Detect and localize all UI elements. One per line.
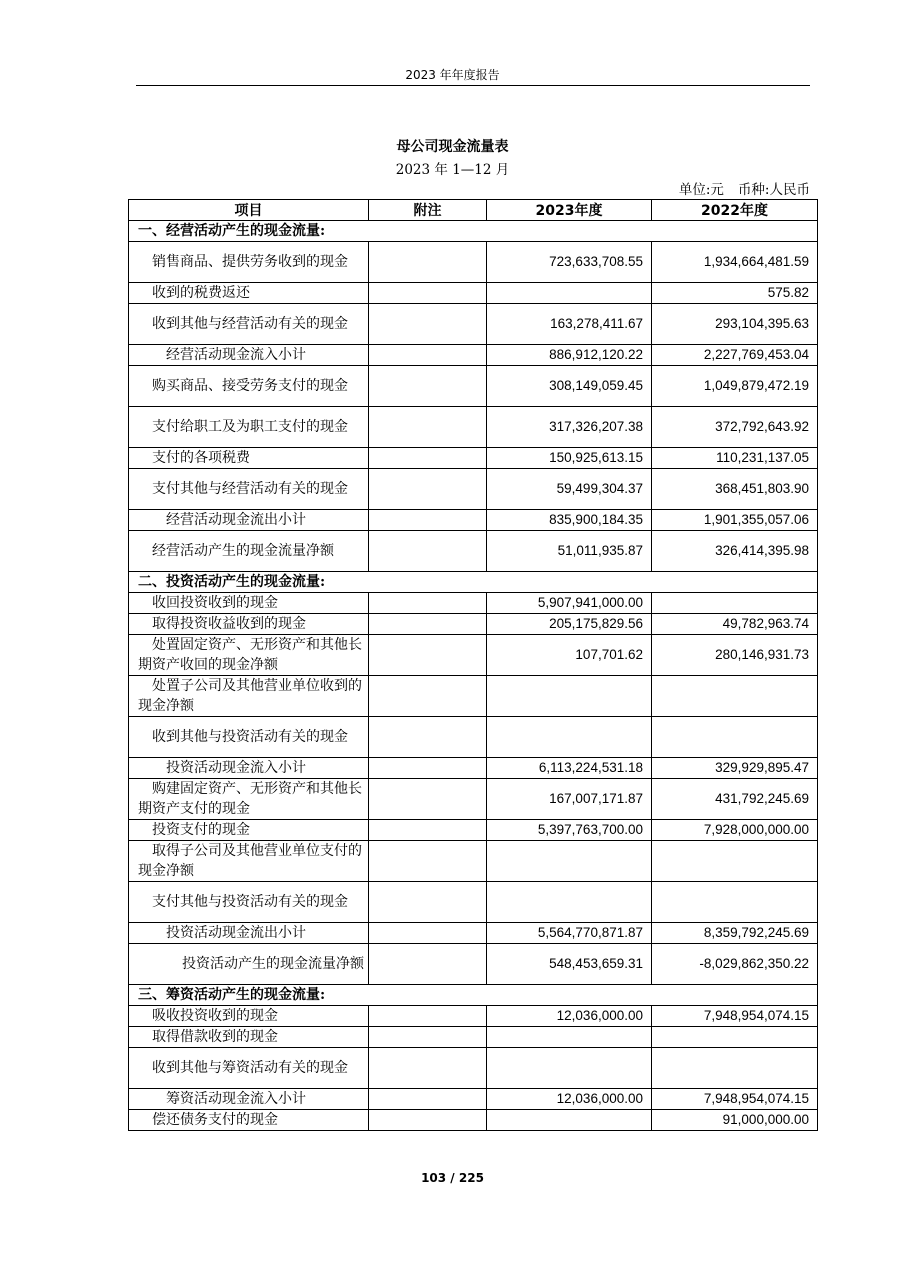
- section-row: [129, 572, 818, 593]
- statement-title: 母公司现金流量表: [396, 139, 509, 155]
- statement-period: 2023 年 1—12 月: [395, 162, 510, 178]
- table-row: [129, 635, 818, 676]
- row-note: [369, 1006, 487, 1027]
- unit-label: 单位:元: [678, 182, 724, 198]
- row-value-2022: 91,000,000.00: [652, 1110, 818, 1131]
- row-note: [369, 923, 487, 944]
- table-row: [129, 923, 818, 944]
- row-note: [369, 614, 487, 635]
- row-value-2022: 329,929,895.47: [652, 758, 818, 779]
- row-note: [369, 820, 487, 841]
- row-value-2022: 7,948,954,074.15: [652, 1089, 818, 1110]
- row-value-2022: 280,146,931.73: [652, 635, 818, 676]
- row-item-label: 投资支付的现金: [129, 820, 369, 841]
- row-item-label: 投资活动现金流出小计: [129, 923, 369, 944]
- row-item-label: 取得借款收到的现金: [129, 1027, 369, 1048]
- row-value-2023: [487, 676, 652, 717]
- row-value-2022: 368,451,803.90: [652, 469, 818, 510]
- table-row: [129, 242, 818, 283]
- row-note: [369, 841, 487, 882]
- table-row: [129, 882, 818, 923]
- row-value-2022: 1,049,879,472.19: [652, 366, 818, 407]
- currency-label: 币种:人民币: [737, 182, 810, 198]
- row-value-2023: 107,701.62: [487, 635, 652, 676]
- cash-flow-table: [128, 199, 818, 1131]
- row-value-2023: 548,453,659.31: [487, 944, 652, 985]
- row-item-label: 经营活动现金流入小计: [129, 345, 369, 366]
- row-note: [369, 469, 487, 510]
- row-value-2023: 886,912,120.22: [487, 345, 652, 366]
- row-item-label: 收到的税费返还: [129, 283, 369, 304]
- row-item-label: 经营活动现金流出小计: [129, 510, 369, 531]
- row-item-label: 支付其他与经营活动有关的现金: [129, 469, 369, 510]
- table-row: [129, 366, 818, 407]
- row-note: [369, 448, 487, 469]
- row-item-label: 偿还债务支付的现金: [129, 1110, 369, 1131]
- row-note: [369, 944, 487, 985]
- row-value-2022: 2,227,769,453.04: [652, 345, 818, 366]
- row-item-label: 收回投资收到的现金: [129, 593, 369, 614]
- row-value-2022: [652, 717, 818, 758]
- row-value-2023: [487, 841, 652, 882]
- row-item-label: 处置子公司及其他营业单位收到的现金净额: [129, 676, 369, 717]
- report-header-title: 2023 年年度报告: [405, 68, 500, 82]
- row-value-2022: [652, 841, 818, 882]
- table-row: [129, 758, 818, 779]
- row-item-label: 销售商品、提供劳务收到的现金: [129, 242, 369, 283]
- column-header-note: 附注: [369, 200, 487, 221]
- table-row: [129, 717, 818, 758]
- table-row: [129, 820, 818, 841]
- row-value-2023: [487, 1048, 652, 1089]
- row-item-label: 购买商品、接受劳务支付的现金: [129, 366, 369, 407]
- row-value-2022: -8,029,862,350.22: [652, 944, 818, 985]
- row-value-2023: 5,907,941,000.00: [487, 593, 652, 614]
- table-row: [129, 407, 818, 448]
- row-item-label: 收到其他与投资活动有关的现金: [129, 717, 369, 758]
- table-row: [129, 283, 818, 304]
- section-heading: 三、筹资活动产生的现金流量:: [129, 985, 818, 1006]
- row-value-2023: 308,149,059.45: [487, 366, 652, 407]
- row-note: [369, 779, 487, 820]
- row-note: [369, 676, 487, 717]
- row-note: [369, 717, 487, 758]
- row-value-2023: [487, 1110, 652, 1131]
- table-row: [129, 1027, 818, 1048]
- table-row: [129, 1006, 818, 1027]
- table-row: [129, 779, 818, 820]
- row-value-2023: 59,499,304.37: [487, 469, 652, 510]
- row-value-2022: [652, 882, 818, 923]
- row-item-label: 支付给职工及为职工支付的现金: [129, 407, 369, 448]
- table-row: [129, 469, 818, 510]
- row-note: [369, 1110, 487, 1131]
- column-header-2022: 2022年度: [652, 200, 818, 221]
- row-item-label: 支付的各项税费: [129, 448, 369, 469]
- row-value-2023: 6,113,224,531.18: [487, 758, 652, 779]
- row-value-2022: 7,948,954,074.15: [652, 1006, 818, 1027]
- row-value-2023: [487, 717, 652, 758]
- table-row: [129, 1048, 818, 1089]
- table-row: [129, 593, 818, 614]
- row-item-label: 处置固定资产、无形资产和其他长期资产收回的现金净额: [129, 635, 369, 676]
- row-item-label: 取得子公司及其他营业单位支付的现金净额: [129, 841, 369, 882]
- header-divider: [136, 85, 810, 86]
- section-heading: 二、投资活动产生的现金流量:: [129, 572, 818, 593]
- row-value-2023: [487, 1027, 652, 1048]
- row-note: [369, 882, 487, 923]
- row-value-2023: 317,326,207.38: [487, 407, 652, 448]
- row-value-2023: 163,278,411.67: [487, 304, 652, 345]
- column-header-item: 项目: [129, 200, 369, 221]
- row-value-2023: 51,011,935.87: [487, 531, 652, 572]
- row-note: [369, 304, 487, 345]
- row-value-2023: 12,036,000.00: [487, 1089, 652, 1110]
- row-value-2022: 7,928,000,000.00: [652, 820, 818, 841]
- row-item-label: 取得投资收益收到的现金: [129, 614, 369, 635]
- row-note: [369, 510, 487, 531]
- row-note: [369, 242, 487, 283]
- row-note: [369, 1027, 487, 1048]
- table-row: [129, 448, 818, 469]
- row-value-2023: [487, 283, 652, 304]
- row-value-2022: 326,414,395.98: [652, 531, 818, 572]
- table-row: [129, 304, 818, 345]
- table-row: [129, 841, 818, 882]
- table-row: [129, 1110, 818, 1131]
- table-row: [129, 944, 818, 985]
- row-note: [369, 407, 487, 448]
- row-value-2022: 1,934,664,481.59: [652, 242, 818, 283]
- row-note: [369, 531, 487, 572]
- table-row: [129, 510, 818, 531]
- row-note: [369, 283, 487, 304]
- row-value-2022: [652, 676, 818, 717]
- row-item-label: 投资活动产生的现金流量净额: [129, 944, 369, 985]
- row-note: [369, 593, 487, 614]
- row-value-2023: 723,633,708.55: [487, 242, 652, 283]
- row-value-2022: [652, 1048, 818, 1089]
- section-row: [129, 221, 818, 242]
- row-item-label: 收到其他与筹资活动有关的现金: [129, 1048, 369, 1089]
- row-note: [369, 635, 487, 676]
- row-item-label: 经营活动产生的现金流量净额: [129, 531, 369, 572]
- row-value-2023: 12,036,000.00: [487, 1006, 652, 1027]
- row-item-label: 吸收投资收到的现金: [129, 1006, 369, 1027]
- row-item-label: 收到其他与经营活动有关的现金: [129, 304, 369, 345]
- row-value-2022: 110,231,137.05: [652, 448, 818, 469]
- table-row: [129, 531, 818, 572]
- row-item-label: 投资活动现金流入小计: [129, 758, 369, 779]
- row-note: [369, 1048, 487, 1089]
- row-value-2023: 167,007,171.87: [487, 779, 652, 820]
- row-value-2022: 8,359,792,245.69: [652, 923, 818, 944]
- row-value-2022: 1,901,355,057.06: [652, 510, 818, 531]
- section-heading: 一、经营活动产生的现金流量:: [129, 221, 818, 242]
- row-value-2022: 431,792,245.69: [652, 779, 818, 820]
- page-number: 103 / 225: [421, 1171, 484, 1185]
- row-value-2022: 372,792,643.92: [652, 407, 818, 448]
- row-value-2023: 205,175,829.56: [487, 614, 652, 635]
- table-row: [129, 676, 818, 717]
- row-note: [369, 1089, 487, 1110]
- row-value-2023: 5,564,770,871.87: [487, 923, 652, 944]
- table-row: [129, 1089, 818, 1110]
- row-value-2022: [652, 1027, 818, 1048]
- row-value-2023: 5,397,763,700.00: [487, 820, 652, 841]
- row-note: [369, 345, 487, 366]
- section-row: [129, 985, 818, 1006]
- row-value-2022: 575.82: [652, 283, 818, 304]
- row-note: [369, 758, 487, 779]
- row-value-2022: 293,104,395.63: [652, 304, 818, 345]
- unit-line: [679, 178, 810, 198]
- table-header-row: [129, 200, 818, 221]
- row-value-2022: [652, 593, 818, 614]
- row-value-2023: [487, 882, 652, 923]
- table-body: [129, 221, 818, 1131]
- row-value-2022: 49,782,963.74: [652, 614, 818, 635]
- table-row: [129, 345, 818, 366]
- row-value-2023: 835,900,184.35: [487, 510, 652, 531]
- row-note: [369, 366, 487, 407]
- row-value-2023: 150,925,613.15: [487, 448, 652, 469]
- column-header-2023: 2023年度: [487, 200, 652, 221]
- row-item-label: 支付其他与投资活动有关的现金: [129, 882, 369, 923]
- row-item-label: 筹资活动现金流入小计: [129, 1089, 369, 1110]
- table-row: [129, 614, 818, 635]
- row-item-label: 购建固定资产、无形资产和其他长期资产支付的现金: [129, 779, 369, 820]
